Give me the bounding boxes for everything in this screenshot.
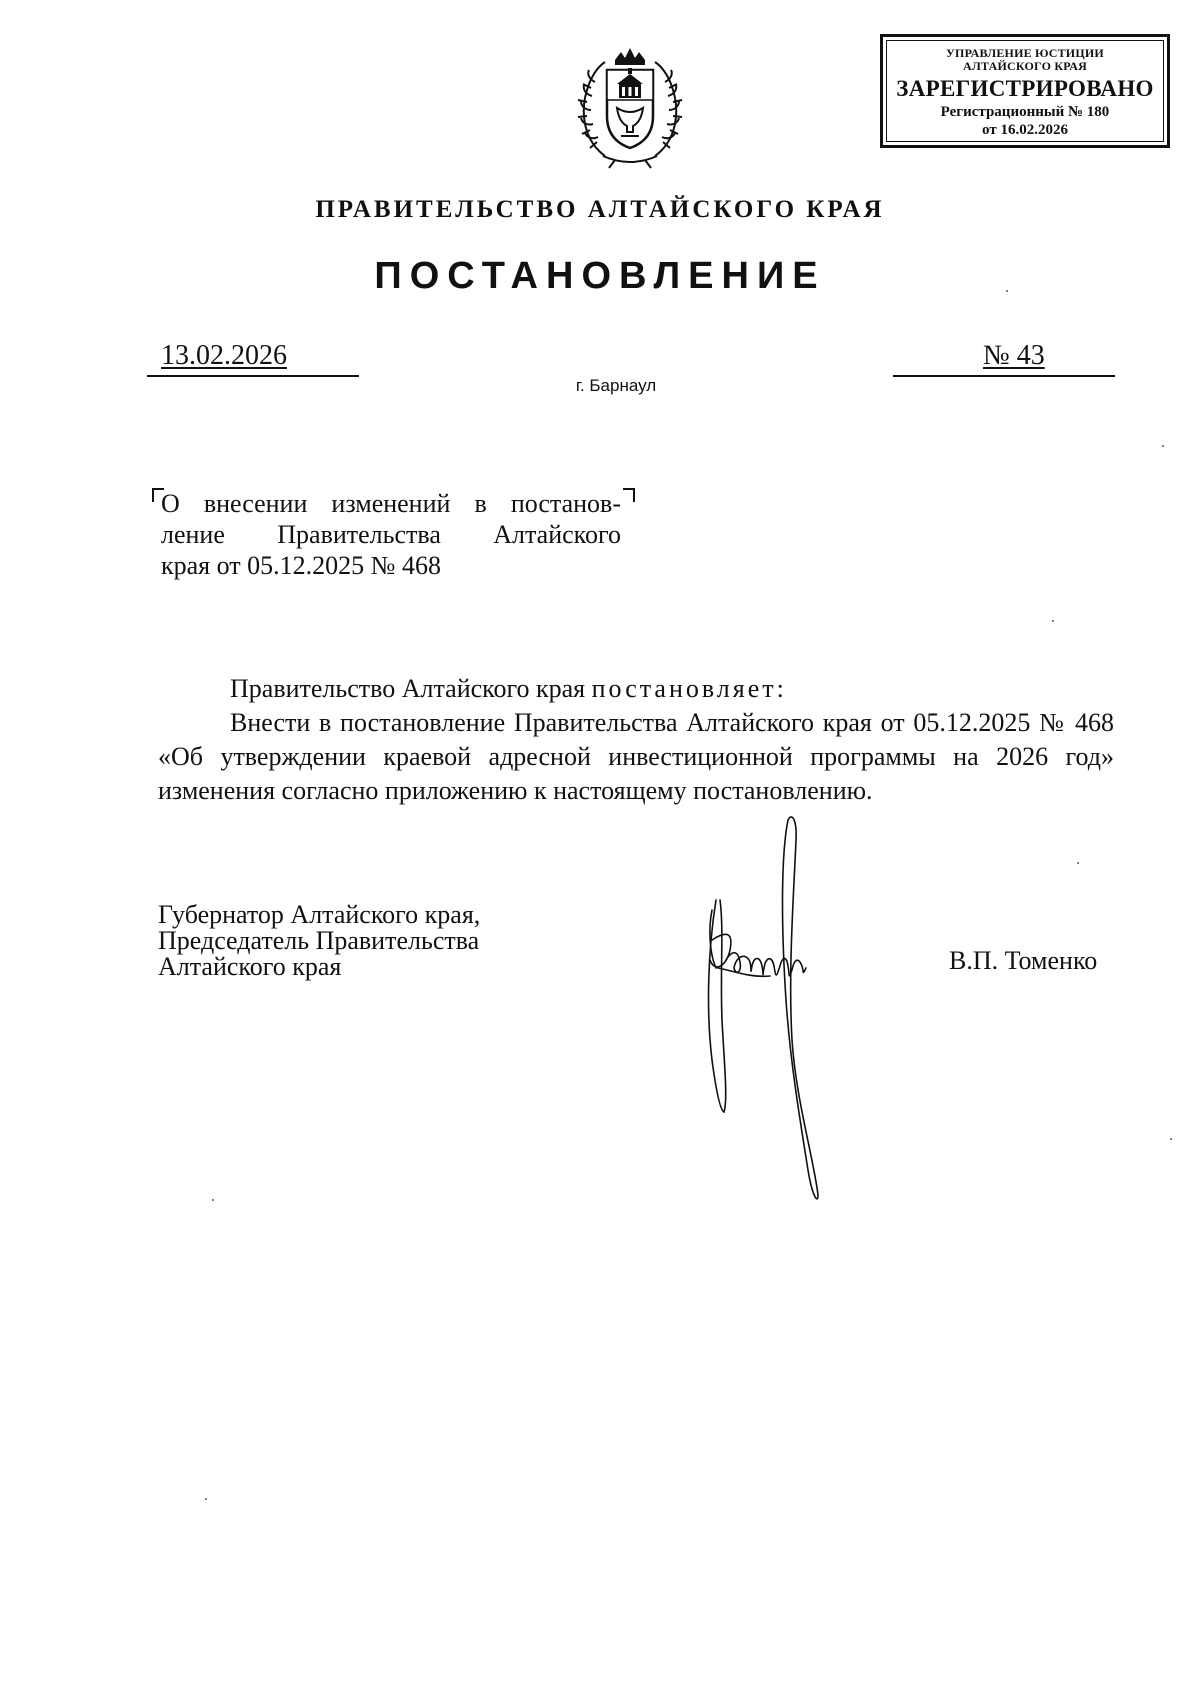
- city-name: г. Барнаул: [575, 376, 657, 395]
- government-title: ПРАВИТЕЛЬСТВО АЛТАЙСКОГО КРАЯ: [315, 196, 885, 223]
- signer-title-line3: Алтайского края: [158, 952, 342, 981]
- scan-speck: [212, 1199, 214, 1201]
- subject-line-1: О внесении изменений в постанов-: [161, 489, 621, 518]
- registration-stamp: [880, 34, 1170, 148]
- scan-speck: [1006, 290, 1008, 292]
- stamp-organization: [883, 47, 1167, 73]
- document-type-title: ПОСТАНОВЛЕНИЕ: [374, 255, 826, 297]
- stamp-status: ЗАРЕГИСТРИРОВАНО: [896, 76, 1154, 101]
- scan-speck: [1077, 862, 1079, 864]
- stamp-org-line2: АЛТАЙСКОГО КРАЯ: [963, 59, 1087, 73]
- handwritten-signature: [690, 800, 870, 1210]
- document-number-field: [893, 341, 1115, 377]
- stamp-reg-number: Регистрационный № 180: [940, 104, 1110, 120]
- city-label: [0, 376, 1200, 396]
- subject-corner-right: [623, 488, 635, 502]
- preamble: [230, 673, 787, 705]
- stamp-reg-date: от 16.02.2026: [982, 122, 1068, 138]
- subject-line-2: ление Правительства Алтайского: [161, 520, 621, 549]
- scan-speck: [1170, 1138, 1172, 1140]
- document-number: № 43: [983, 340, 1045, 371]
- document-date: 13.02.2026: [161, 340, 287, 371]
- subject-line-3: края от 05.12.2025 № 468: [161, 551, 441, 580]
- document-subject: [161, 488, 621, 581]
- scan-speck: [1162, 445, 1164, 447]
- stamp-org-line1: УПРАВЛЕНИЕ ЮСТИЦИИ: [946, 46, 1104, 60]
- signer-name: В.П. Томенко: [949, 946, 1098, 975]
- body-paragraph: Внести в постановление Правительства Алтайского края от 05.12.2025 № 468 «Об утверждении краевой адресной инвестиционной программы на 2026 год» изменения согласно приложению к настоящему постановлению.: [158, 708, 1114, 805]
- signer-title-line2: Председатель Правительства: [158, 926, 480, 955]
- document-date-field: [147, 341, 359, 377]
- preamble-action: постановляет:: [591, 674, 787, 703]
- preamble-lead: Правительство Алтайского края: [230, 674, 592, 703]
- scan-speck: [1052, 620, 1054, 622]
- signer-title: [158, 902, 480, 980]
- coat-of-arms-emblem: [575, 44, 685, 172]
- scan-speck: [205, 1498, 207, 1500]
- signer-title-line1: Губернатор Алтайского края,: [158, 900, 481, 929]
